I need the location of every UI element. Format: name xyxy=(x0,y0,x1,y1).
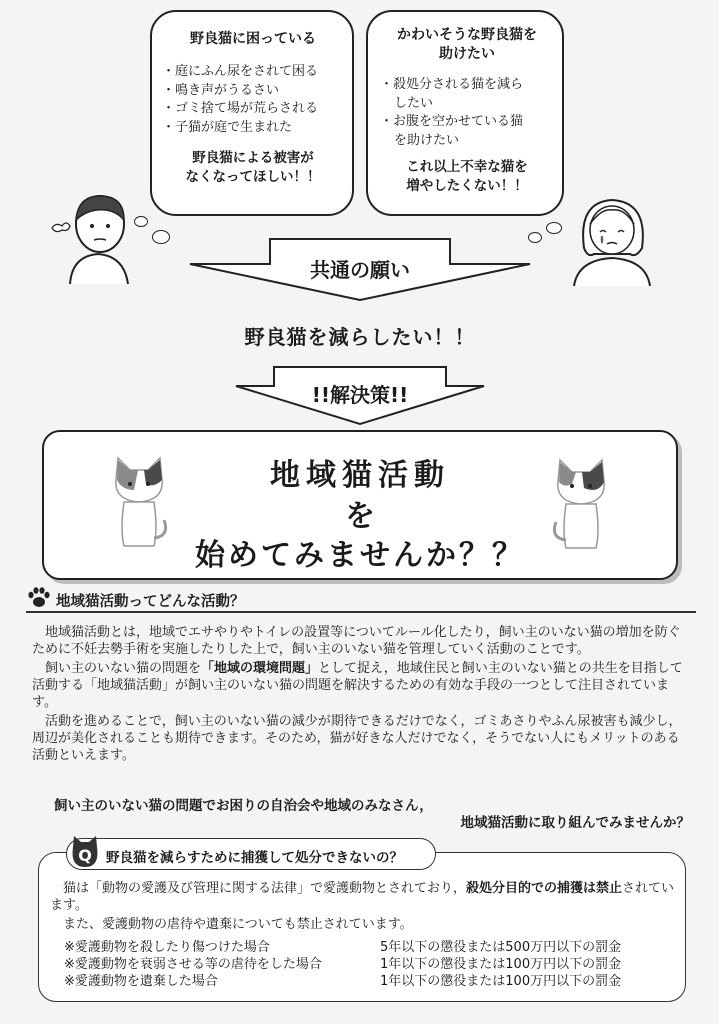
list-item: ・ゴミ捨て場が荒らされる xyxy=(162,101,319,116)
section-body xyxy=(32,624,692,766)
paw-print-icon xyxy=(26,586,52,610)
list-item: ・庭にふん尿をされて困る xyxy=(162,64,319,79)
list-item: ・子猫が庭で生まれた xyxy=(162,119,293,135)
paragraph-2: 飼い主のいない猫の問題を「地域の環境問題」として捉え，地域住民と飼い主のいない猫との共生を目指して活動する「地域猫活動」が飼い主のいない猫の問題を解決するための有効な手段の一つとして注目されています。 xyxy=(32,661,683,710)
right-bubble-list xyxy=(380,76,554,150)
banner-line-3: 始めてみませんか？？ xyxy=(195,538,525,573)
right-bubble-footer-1: これ以上不幸な猫を xyxy=(406,159,528,175)
section-divider xyxy=(26,611,696,613)
calico-cat-right-illustration xyxy=(546,452,616,552)
left-bubble-title: 野良猫に困っている xyxy=(190,31,316,47)
right-thought-bubble xyxy=(366,10,564,216)
right-bubble-title-2: 助けたい xyxy=(439,46,495,62)
right-bubble-title-1: かわいそうな野良猫を xyxy=(397,27,537,43)
svg-text:Q: Q xyxy=(78,846,92,865)
list-item: ・お腹を空かせている猫 を助けたい xyxy=(380,114,524,148)
list-item: ・殺処分される猫を減ら したい xyxy=(380,77,524,111)
left-bubble-list xyxy=(162,63,344,137)
cat-q-icon xyxy=(70,835,100,869)
table-row: ※愛護動物を遺棄した場合 1年以下の懲役または100万円以下の罰金 xyxy=(64,974,622,989)
table-row: ※愛護動物を殺したり傷つけた場合 5年以下の懲役または500万円以下の罰金 xyxy=(64,940,622,955)
worried-man-illustration xyxy=(48,186,148,286)
left-bubble-footer-1: 野良猫による被害が xyxy=(192,150,314,166)
common-wish-text: 野良猫を減らしたい！！ xyxy=(244,325,476,349)
solution-label: !!解決策!! xyxy=(311,383,409,407)
answer-paragraph-2: また、愛護動物の虐待や遺棄についても禁止されています。 xyxy=(63,917,413,932)
section-heading: 地域猫活動ってどんな活動？ xyxy=(56,594,245,610)
penalty-table xyxy=(64,939,684,990)
list-item: ・鳴き声がうるさい xyxy=(162,82,280,98)
banner-line-1: 地域猫活動 xyxy=(270,458,450,493)
answer-paragraph-1: 猫は「動物の愛護及び管理に関する法律」で愛護動物とされており，殺処分目的での捕獲は禁止されています。 xyxy=(50,881,675,913)
thought-dot xyxy=(546,222,562,234)
left-bubble-footer-2: なくなってほしい！！ xyxy=(185,169,321,185)
left-thought-bubble xyxy=(150,10,354,216)
common-wish-label: 共通の願い xyxy=(310,258,410,282)
calico-cat-left-illustration xyxy=(104,450,174,550)
thought-dot xyxy=(152,230,170,244)
call-to-action-1: 飼い主のいない猫の問題でお困りの自治会や地域のみなさん， xyxy=(54,798,433,814)
right-bubble-footer-2: 増やしたくない！！ xyxy=(406,178,528,194)
banner-line-2: を xyxy=(345,499,375,534)
table-row: ※愛護動物を衰弱させる等の虐待をした場合 1年以下の懲役または100万円以下の罰金 xyxy=(64,957,622,972)
question-text: 野良猫を減らすために捕獲して処分できないの？ xyxy=(106,850,403,866)
sad-woman-illustration xyxy=(562,188,662,288)
call-to-action-2: 地域猫活動に取り組んでみませんか？ xyxy=(460,815,690,831)
answer-body xyxy=(50,880,680,935)
paragraph-1: 地域猫活動とは，地域でエサやりやトイレの設置等についてルール化したり，飼い主のいない猫の増加を防ぐために不妊去勢手術を実施したりした上で，飼い主のいない猫を管理していく活動のことです。 xyxy=(32,625,681,657)
paragraph-3: 活動を進めることで，飼い主のいない猫の減少が期待できるだけでなく，ゴミあさりやふん尿被害も減少し，周辺が美化されることも期待できます。そのため，猫が好きな人だけでなく，そうでない人にもメリットのある活動といえます。 xyxy=(32,714,682,763)
